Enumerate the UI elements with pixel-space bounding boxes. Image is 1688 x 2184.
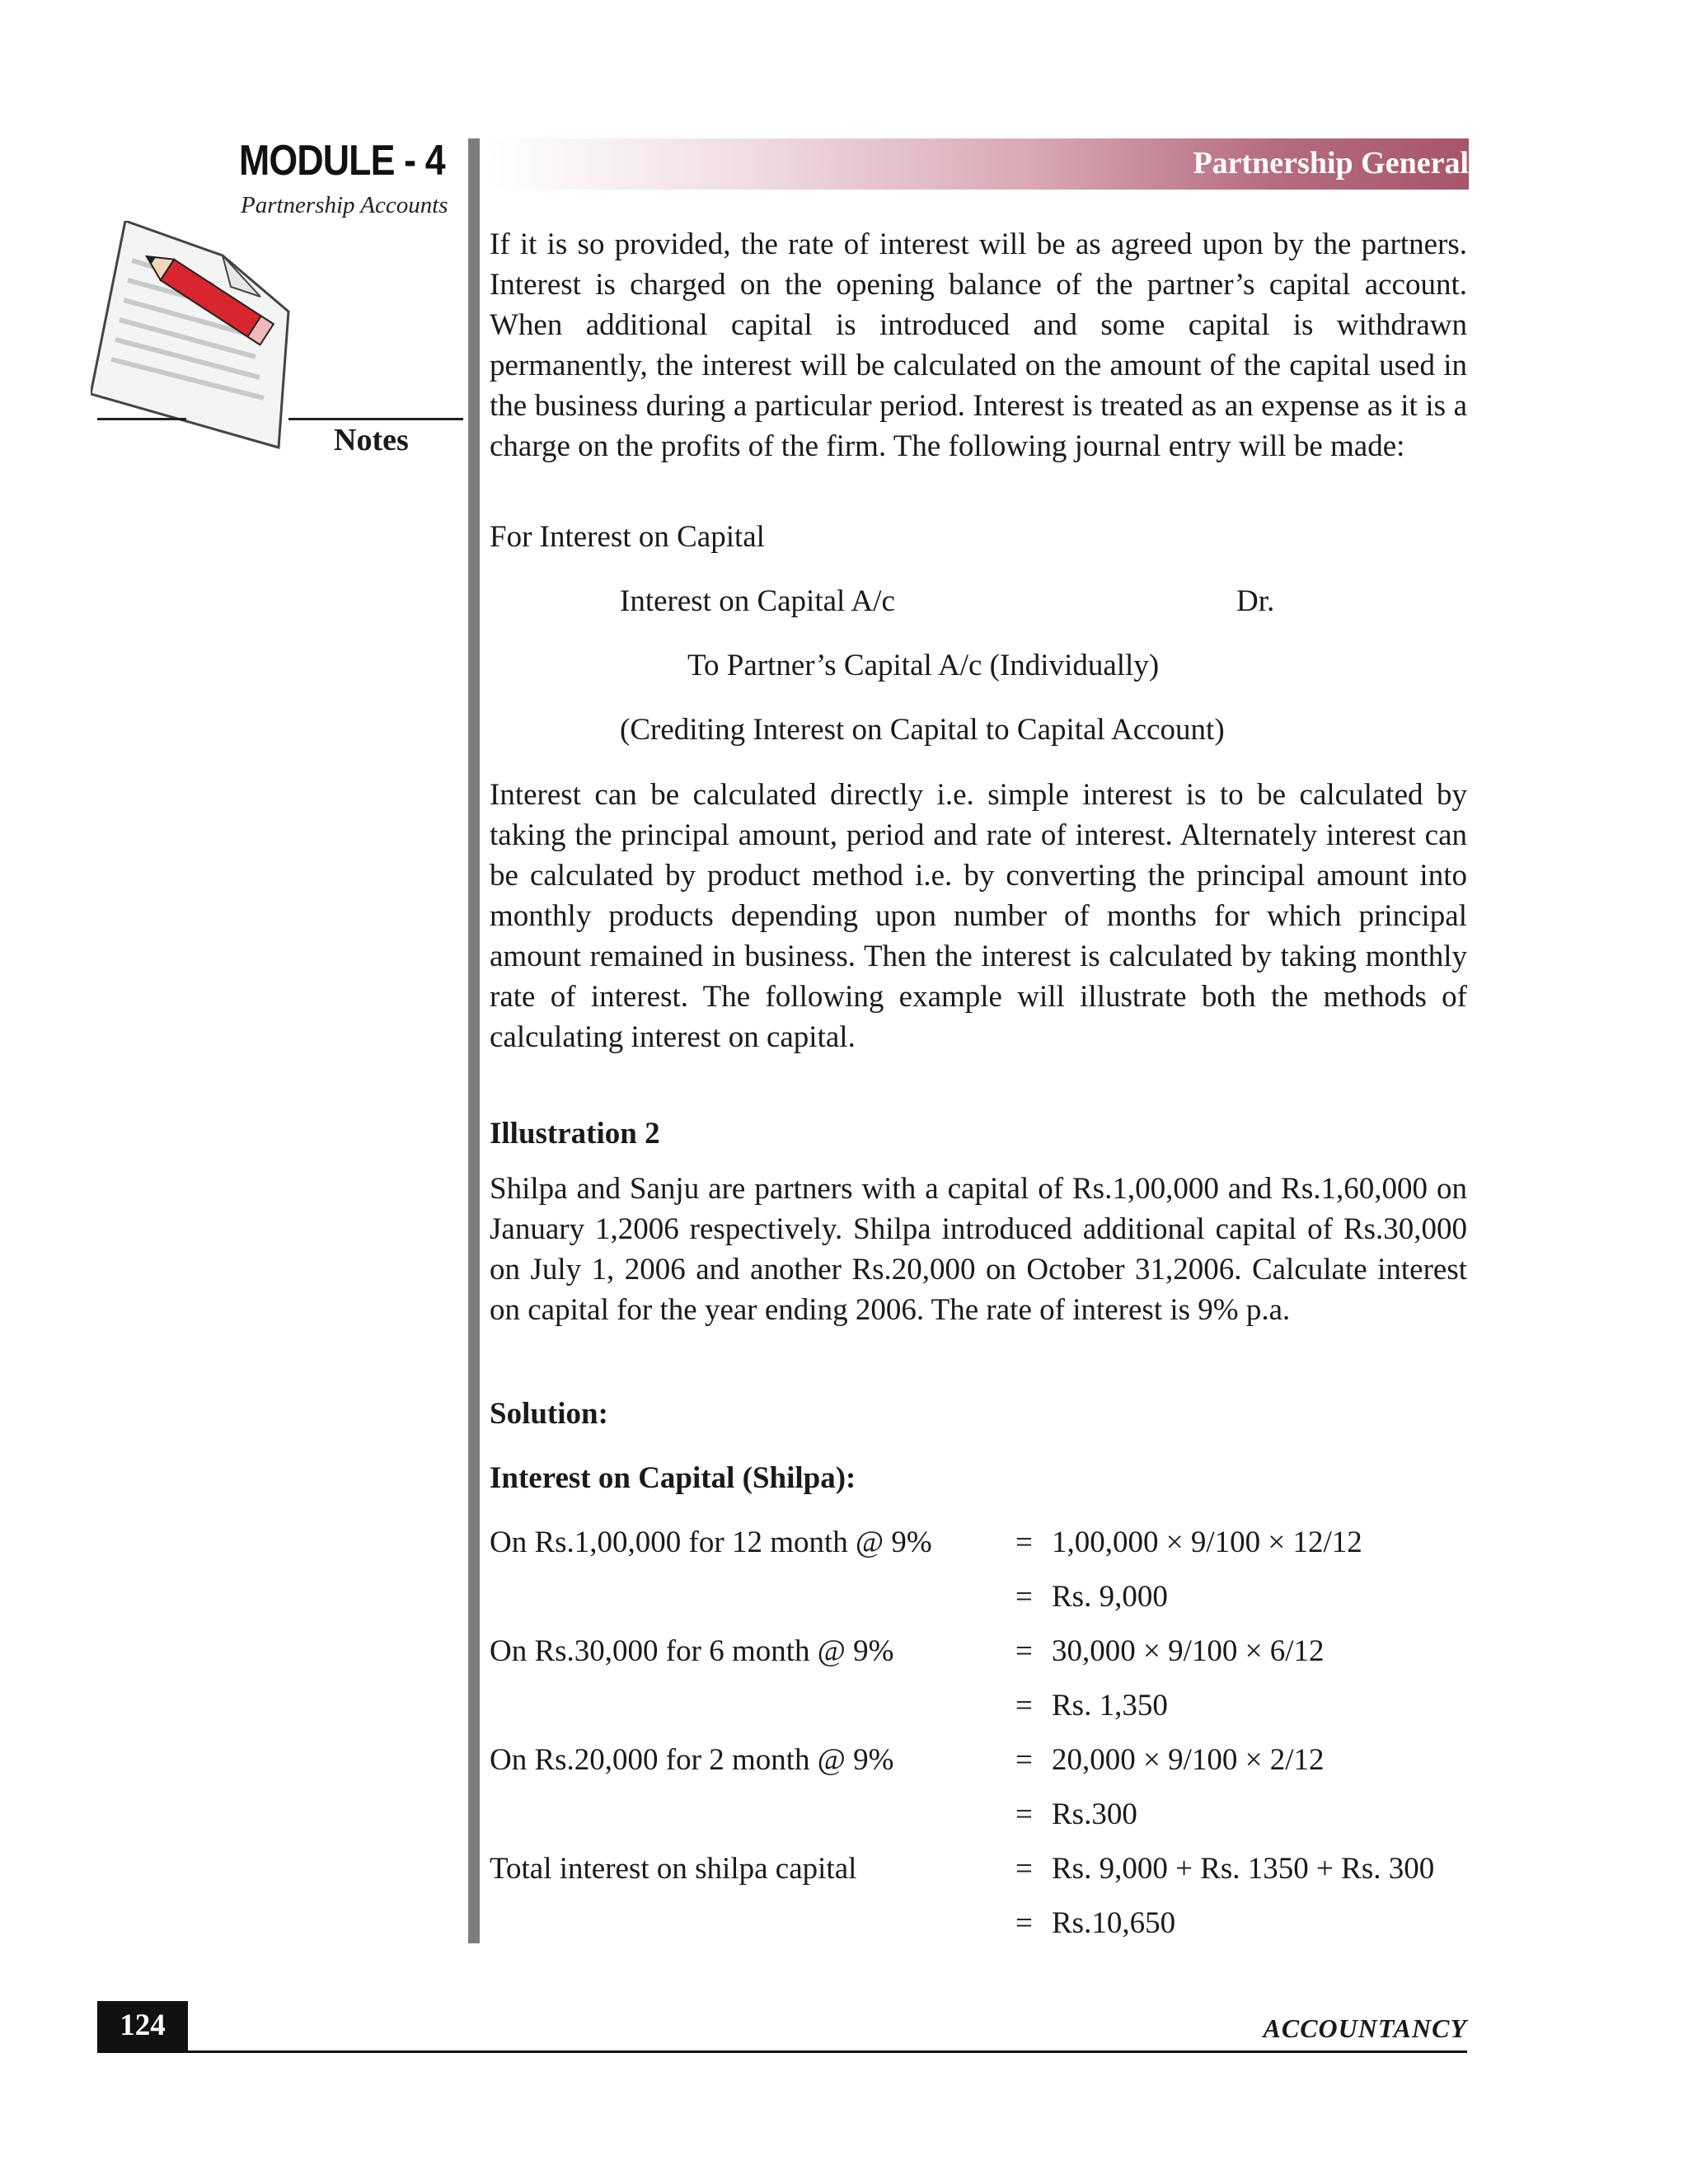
- illustration-text: Shilpa and Sanju are partners with a capital of Rs.1,00,000 and Rs.1,60,000 on January 1,2006 respectively. Shilpa introduced additional capital of Rs.30,000 on July 1, 2006 and another Rs.20,000 on October 31,2006. Calculate interest on capital for the year ending 2006. The rate of interest is 9% p.a.: [490, 1172, 1467, 1327]
- solution-heading: Solution:: [490, 1397, 608, 1431]
- module-subtitle: Partnership Accounts: [241, 192, 448, 218]
- journal-debit-marker: Dr.: [1236, 584, 1275, 618]
- calc-row-expr: 1,00,000 × 9/100 × 12/12: [1052, 1526, 1362, 1559]
- calc-row-eq: =: [1015, 1634, 1033, 1668]
- calc-row-expr: Rs. 1,350: [1052, 1689, 1168, 1722]
- footer-rule: [97, 2050, 1467, 2053]
- calc-row-expr: 20,000 × 9/100 × 2/12: [1052, 1743, 1325, 1777]
- calc-row-eq: =: [1015, 1689, 1033, 1722]
- illustration-heading: Illustration 2: [490, 1117, 660, 1151]
- calc-heading: Interest on Capital (Shilpa):: [490, 1461, 856, 1495]
- journal-heading: For Interest on Capital: [490, 520, 765, 554]
- header-title: Partnership General: [1193, 146, 1469, 180]
- journal-narration: (Crediting Interest on Capital to Capital Account): [620, 713, 1225, 747]
- notes-rule-left: [97, 418, 186, 420]
- calc-row-expr: 30,000 × 9/100 × 6/12: [1052, 1634, 1325, 1668]
- notes-label: Notes: [334, 423, 409, 457]
- footer-subject: ACCOUNTANCY: [1263, 2013, 1467, 2043]
- calc-row-eq: =: [1015, 1797, 1033, 1831]
- notes-rule-right: [288, 418, 463, 420]
- calc-row-label: Total interest on shilpa capital: [490, 1852, 857, 1886]
- method-paragraph: Interest can be calculated directly i.e. simple interest is to be calculated by taking the principal amount, period and rate of interest. Alternately interest can be calculated by product method i.e. by converting the principal amount into monthly products depending upon number of months for which principal amount remained in business. Then the interest is calculated by taking monthly rate of interest. The following example will illustrate both the methods of calculating interest on capital.: [490, 778, 1467, 1054]
- calc-row-label: On Rs.1,00,000 for 12 month @ 9%: [490, 1526, 932, 1559]
- journal-credit-account: To Partner’s Capital A/c (Individually): [687, 649, 1160, 682]
- intro-paragraph: If it is so provided, the rate of interest will be as agreed upon by the partners. Interest is charged on the opening balance of the partner’s capital account. When additional capital is introduced and some capital is withdrawn permanently, the interest will be calculated on the amount of the capital used in the business during a particular period. Interest is treated as an expense as it is a charge on the profits of the firm. The following journal entry will be made:: [490, 227, 1467, 463]
- page-number: 124: [97, 2001, 188, 2052]
- calc-row-label: On Rs.30,000 for 6 month @ 9%: [490, 1634, 894, 1668]
- module-title: MODULE - 4: [239, 137, 445, 185]
- calc-row-expr: Rs.10,650: [1052, 1906, 1176, 1940]
- calc-row-label: On Rs.20,000 for 2 month @ 9%: [490, 1743, 894, 1777]
- journal-debit-account: Interest on Capital A/c: [620, 584, 895, 618]
- calc-row-eq: =: [1015, 1580, 1033, 1614]
- notes-pencil-icon: [91, 221, 338, 456]
- calc-row-eq: =: [1015, 1906, 1033, 1940]
- calc-row-eq: =: [1015, 1852, 1033, 1886]
- calc-row-expr: Rs.300: [1052, 1797, 1137, 1831]
- calc-row-expr: Rs. 9,000: [1052, 1580, 1168, 1614]
- calc-row-eq: =: [1015, 1526, 1033, 1559]
- margin-divider-bar: [468, 138, 480, 1943]
- calc-row-eq: =: [1015, 1743, 1033, 1777]
- calc-row-expr: Rs. 9,000 + Rs. 1350 + Rs. 300: [1052, 1852, 1435, 1886]
